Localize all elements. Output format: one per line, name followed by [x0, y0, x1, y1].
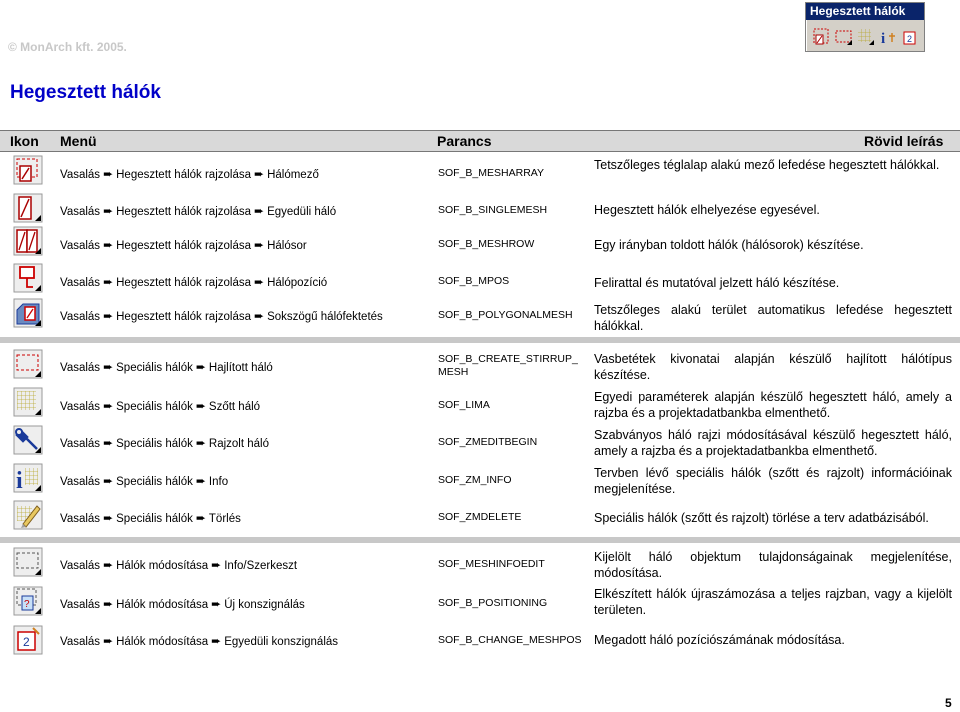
- toolbar-numbering-button[interactable]: [901, 26, 920, 48]
- command-name: SOF_B_MESHARRAY: [438, 167, 544, 179]
- column-header-menu: Menü: [60, 133, 97, 149]
- svg-text:?: ?: [24, 599, 30, 610]
- woven-mesh-icon: [857, 28, 875, 46]
- column-header-command: Parancs: [437, 133, 492, 149]
- page-title: Hegesztett hálók: [10, 82, 161, 103]
- description: Vasbetétek kivonatai alapján készülő hajlított hálótípus készítése.: [594, 352, 952, 382]
- table-row: [0, 586, 960, 624]
- svg-text:2: 2: [23, 635, 30, 649]
- command-name: SOF_B_CHANGE_MESHPOS: [438, 634, 582, 646]
- command-name: SOF_B_MESHROW: [438, 238, 535, 250]
- description: Megadott háló pozíciószámának módosítása.: [594, 633, 845, 647]
- svg-text:i: i: [881, 31, 886, 46]
- description: Hegesztett hálók elhelyezése egyesével.: [594, 203, 820, 217]
- table-row: [0, 425, 960, 463]
- mesh-area-icon: [13, 155, 43, 185]
- command-name: SOF_ZM_INFO: [438, 474, 512, 486]
- menu-path: Vasalás ➨ Hálók módosítása ➨ Info/Szerkeszt: [60, 558, 298, 572]
- description: Tetszőleges téglalap alakú mező lefedése hegesztett hálókkal.: [594, 158, 940, 172]
- menu-path: Vasalás ➨ Speciális hálók ➨ Törlés: [60, 511, 241, 525]
- table-row: [0, 547, 960, 585]
- description: Egyedi paraméterek alapján készülő hegesztett háló, amely a rajzba és a projektadatbankba elmenthető.: [594, 390, 952, 420]
- description: Szabványos háló rajzi módosításával készülő hegesztett háló, amely a rajzba és a projektadatbankba elmenthető.: [594, 428, 952, 458]
- description: Tetszőleges alakú terület automatikus lefedése hegesztett hálókkal.: [594, 303, 952, 333]
- menu-path: Vasalás ➨ Speciális hálók ➨ Hajlított háló: [60, 360, 273, 374]
- mesh-delete-icon: [13, 500, 43, 530]
- menu-path: Vasalás ➨ Speciális hálók ➨ Rajzolt háló: [60, 436, 269, 450]
- table-row: [0, 625, 960, 663]
- polygon-mesh-icon: [13, 298, 43, 328]
- toolbar-mesh-area-button[interactable]: [812, 26, 831, 48]
- svg-text:i: i: [16, 468, 23, 493]
- menu-path: Vasalás ➨ Speciális hálók ➨ Szőtt háló: [60, 399, 261, 413]
- command-name: SOF_ZMDELETE: [438, 511, 522, 523]
- command-name: SOF_MESHINFOEDIT: [438, 558, 545, 570]
- table-row: [0, 263, 960, 301]
- svg-text:2: 2: [907, 34, 913, 44]
- page-number: 5: [945, 696, 952, 710]
- table-row: [0, 500, 960, 538]
- mesh-area-icon: [813, 28, 831, 46]
- single-mesh-icon: [13, 193, 43, 223]
- description: Egy irányban toldott hálók (hálósorok) készítése.: [594, 238, 864, 252]
- woven-mesh-icon: [13, 387, 43, 417]
- command-name: SOF_B_POSITIONING: [438, 597, 548, 609]
- mesh-info-edit-icon: [13, 547, 43, 577]
- description: Kijelölt háló objektum tulajdonságainak megjelenítése, módosítása.: [594, 550, 952, 580]
- new-numbering-icon: [13, 586, 43, 616]
- table-row: [0, 463, 960, 501]
- table-row: [0, 155, 960, 193]
- single-numbering-icon: [901, 28, 919, 46]
- column-header-description: Rövid leírás: [864, 133, 944, 149]
- command-name: SOF_B_MPOS: [438, 275, 510, 287]
- mesh-position-icon: [13, 263, 43, 293]
- command-name: SOF_B_SINGLEMESH: [438, 204, 548, 216]
- description: Speciális hálók (szőtt és rajzolt) törlése a terv adatbázisából.: [594, 511, 929, 525]
- menu-path: Vasalás ➨ Hegesztett hálók rajzolása ➨ Hálósor: [60, 238, 307, 252]
- toolbar-bent-mesh-button[interactable]: [834, 26, 853, 48]
- menu-path: Vasalás ➨ Hálók módosítása ➨ Egyedüli konszignálás: [60, 634, 339, 648]
- table-row: [0, 298, 960, 336]
- table-row: [0, 349, 960, 387]
- mesh-toolbar: [805, 2, 925, 52]
- command-name: SOF_B_POLYGONALMESH: [438, 309, 573, 321]
- mesh-info-icon: [13, 463, 43, 493]
- menu-path: Vasalás ➨ Hegesztett hálók rajzolása ➨ Sokszögű hálófektetés: [60, 309, 383, 323]
- menu-path: Vasalás ➨ Hegesztett hálók rajzolása ➨ Hálópozíció: [60, 275, 328, 289]
- menu-path: Vasalás ➨ Speciális hálók ➨ Info: [60, 474, 229, 488]
- menu-path: Vasalás ➨ Hegesztett hálók rajzolása ➨ Hálómező: [60, 167, 319, 181]
- drawn-mesh-icon: [13, 425, 43, 455]
- command-name: SOF_B_CREATE_STIRRUP_ MESH: [438, 353, 578, 378]
- copyright-notice: © MonArch kft. 2005.: [8, 40, 127, 54]
- table-header: [0, 130, 960, 152]
- bent-mesh-icon: [835, 28, 853, 46]
- column-header-icon: Ikon: [10, 133, 39, 149]
- table-row: [0, 387, 960, 425]
- menu-path: Vasalás ➨ Hálók módosítása ➨ Új konszignálás: [60, 597, 305, 611]
- mesh-row-icon: [13, 226, 43, 256]
- single-numbering-icon: [13, 625, 43, 655]
- toolbar-title: Hegesztett hálók: [806, 3, 924, 20]
- toolbar-woven-mesh-button[interactable]: [856, 26, 875, 48]
- toolbar-info-button[interactable]: [879, 26, 898, 48]
- menu-path: Vasalás ➨ Hegesztett hálók rajzolása ➨ Egyedüli háló: [60, 204, 337, 218]
- command-name: SOF_LIMA: [438, 399, 490, 411]
- mesh-info-icon: [879, 28, 897, 46]
- command-name: SOF_ZMEDITBEGIN: [438, 436, 538, 448]
- description: Felirattal és mutatóval jelzett háló készítése.: [594, 276, 840, 290]
- bent-mesh-icon: [13, 349, 43, 379]
- description: Tervben lévő speciális hálók (szőtt és rajzolt) információinak megjelenítése.: [594, 466, 952, 496]
- table-row: [0, 226, 960, 264]
- description: Elkészített hálók újraszámozása a teljes rajzban, vagy a kijelölt területen.: [594, 587, 952, 617]
- group-separator: [0, 337, 960, 343]
